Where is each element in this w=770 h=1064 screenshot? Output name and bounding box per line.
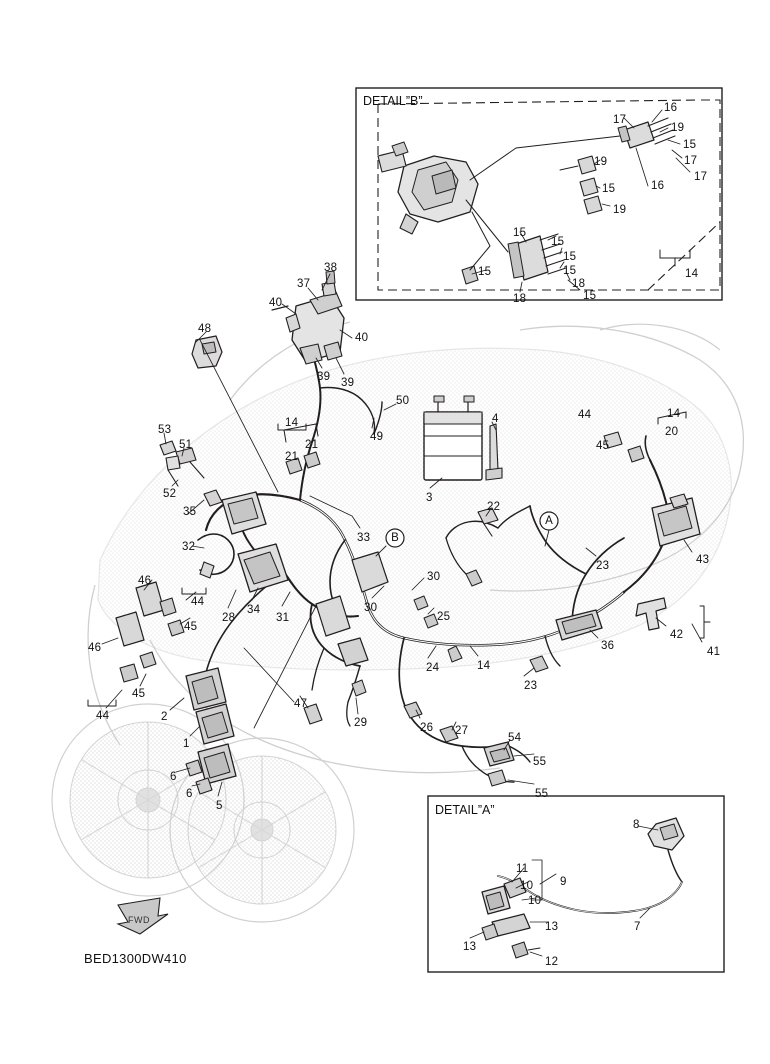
callout-10: 10: [520, 880, 534, 892]
part-code: BED1300DW410: [84, 951, 187, 966]
callout-7: 7: [634, 921, 641, 933]
callout-26: 26: [420, 722, 434, 734]
callout-3: 3: [426, 492, 433, 504]
callout-24: 24: [426, 662, 440, 674]
callout-39: 39: [317, 371, 331, 383]
callout-21: 21: [285, 451, 299, 463]
callout-15: 15: [478, 266, 492, 278]
callout-34: 34: [247, 604, 261, 616]
callout-23: 23: [524, 680, 538, 692]
callout-13: 13: [463, 941, 477, 953]
callout-51: 51: [179, 439, 193, 451]
callout-14: 14: [685, 268, 699, 280]
callout-39: 39: [341, 377, 355, 389]
callout-15: 15: [583, 290, 597, 302]
callout-22: 22: [487, 501, 501, 513]
callout-23: 23: [596, 560, 610, 572]
callout-47: 47: [294, 698, 308, 710]
callout-49: 49: [370, 431, 384, 443]
callout-54: 54: [508, 732, 522, 744]
callout-27: 27: [455, 725, 469, 737]
callout-19: 19: [594, 156, 608, 168]
callout-9: 9: [560, 876, 567, 888]
fwd-arrow-label: FWD: [128, 915, 150, 925]
callout-45: 45: [132, 688, 146, 700]
callout-38: 38: [324, 262, 338, 274]
callout-42: 42: [670, 629, 684, 641]
callout-33: 33: [357, 532, 371, 544]
callout-48: 48: [198, 323, 212, 335]
callout-35: 35: [183, 506, 197, 518]
callout-18: 18: [513, 293, 527, 305]
callout-21: 21: [305, 439, 319, 451]
callout-44: 44: [578, 409, 592, 421]
callout-15: 15: [563, 251, 577, 263]
callout-29: 29: [354, 717, 368, 729]
callout-45: 45: [596, 440, 610, 452]
callout-15: 15: [602, 183, 616, 195]
callout-13: 13: [545, 921, 559, 933]
callout-55: 55: [533, 756, 547, 768]
callout-6: 6: [186, 788, 193, 800]
callout-52: 52: [163, 488, 177, 500]
callout-1: 1: [183, 738, 190, 750]
callout-45: 45: [184, 621, 198, 633]
marker-b: B: [391, 532, 399, 544]
callout-31: 31: [276, 612, 290, 624]
callout-20: 20: [665, 426, 679, 438]
callout-11: 11: [516, 863, 529, 875]
callout-25: 25: [437, 611, 451, 623]
callout-4: 4: [492, 413, 499, 425]
callout-32: 32: [182, 541, 196, 553]
marker-a: A: [545, 515, 553, 527]
callout-5: 5: [216, 800, 223, 812]
callout-15: 15: [551, 236, 565, 248]
callout-15: 15: [563, 265, 577, 277]
callout-50: 50: [396, 395, 410, 407]
callout-46: 46: [88, 642, 102, 654]
callout-14: 14: [285, 417, 299, 429]
callout-19: 19: [613, 204, 627, 216]
detail-b-title: DETAIL”B”: [363, 94, 423, 108]
callout-41: 41: [707, 646, 721, 658]
callout-16: 16: [651, 180, 665, 192]
callout-44: 44: [191, 596, 205, 608]
callout-16: 16: [664, 102, 678, 114]
detail-a-title: DETAIL”A”: [435, 803, 495, 817]
callout-30: 30: [427, 571, 441, 583]
callout-28: 28: [222, 612, 236, 624]
callout-14: 14: [667, 408, 681, 420]
callout-17: 17: [684, 155, 698, 167]
callout-36: 36: [601, 640, 615, 652]
callout-6: 6: [170, 771, 177, 783]
callout-17: 17: [613, 114, 627, 126]
callout-53: 53: [158, 424, 172, 436]
callout-15: 15: [513, 227, 527, 239]
callout-14: 14: [477, 660, 491, 672]
callout-19: 19: [671, 122, 685, 134]
callout-10: 10: [528, 895, 542, 907]
callout-37: 37: [297, 278, 311, 290]
callout-46: 46: [138, 575, 152, 587]
callout-18: 18: [572, 278, 586, 290]
callout-43: 43: [696, 554, 710, 566]
callout-40: 40: [269, 297, 283, 309]
callout-55: 55: [535, 788, 549, 800]
callout-15: 15: [683, 139, 697, 151]
callout-2: 2: [161, 711, 168, 723]
callout-17: 17: [694, 171, 708, 183]
callout-30: 30: [364, 602, 378, 614]
callout-40: 40: [355, 332, 369, 344]
callout-12: 12: [545, 956, 559, 968]
callout-44: 44: [96, 710, 110, 722]
callout-8: 8: [633, 819, 640, 831]
